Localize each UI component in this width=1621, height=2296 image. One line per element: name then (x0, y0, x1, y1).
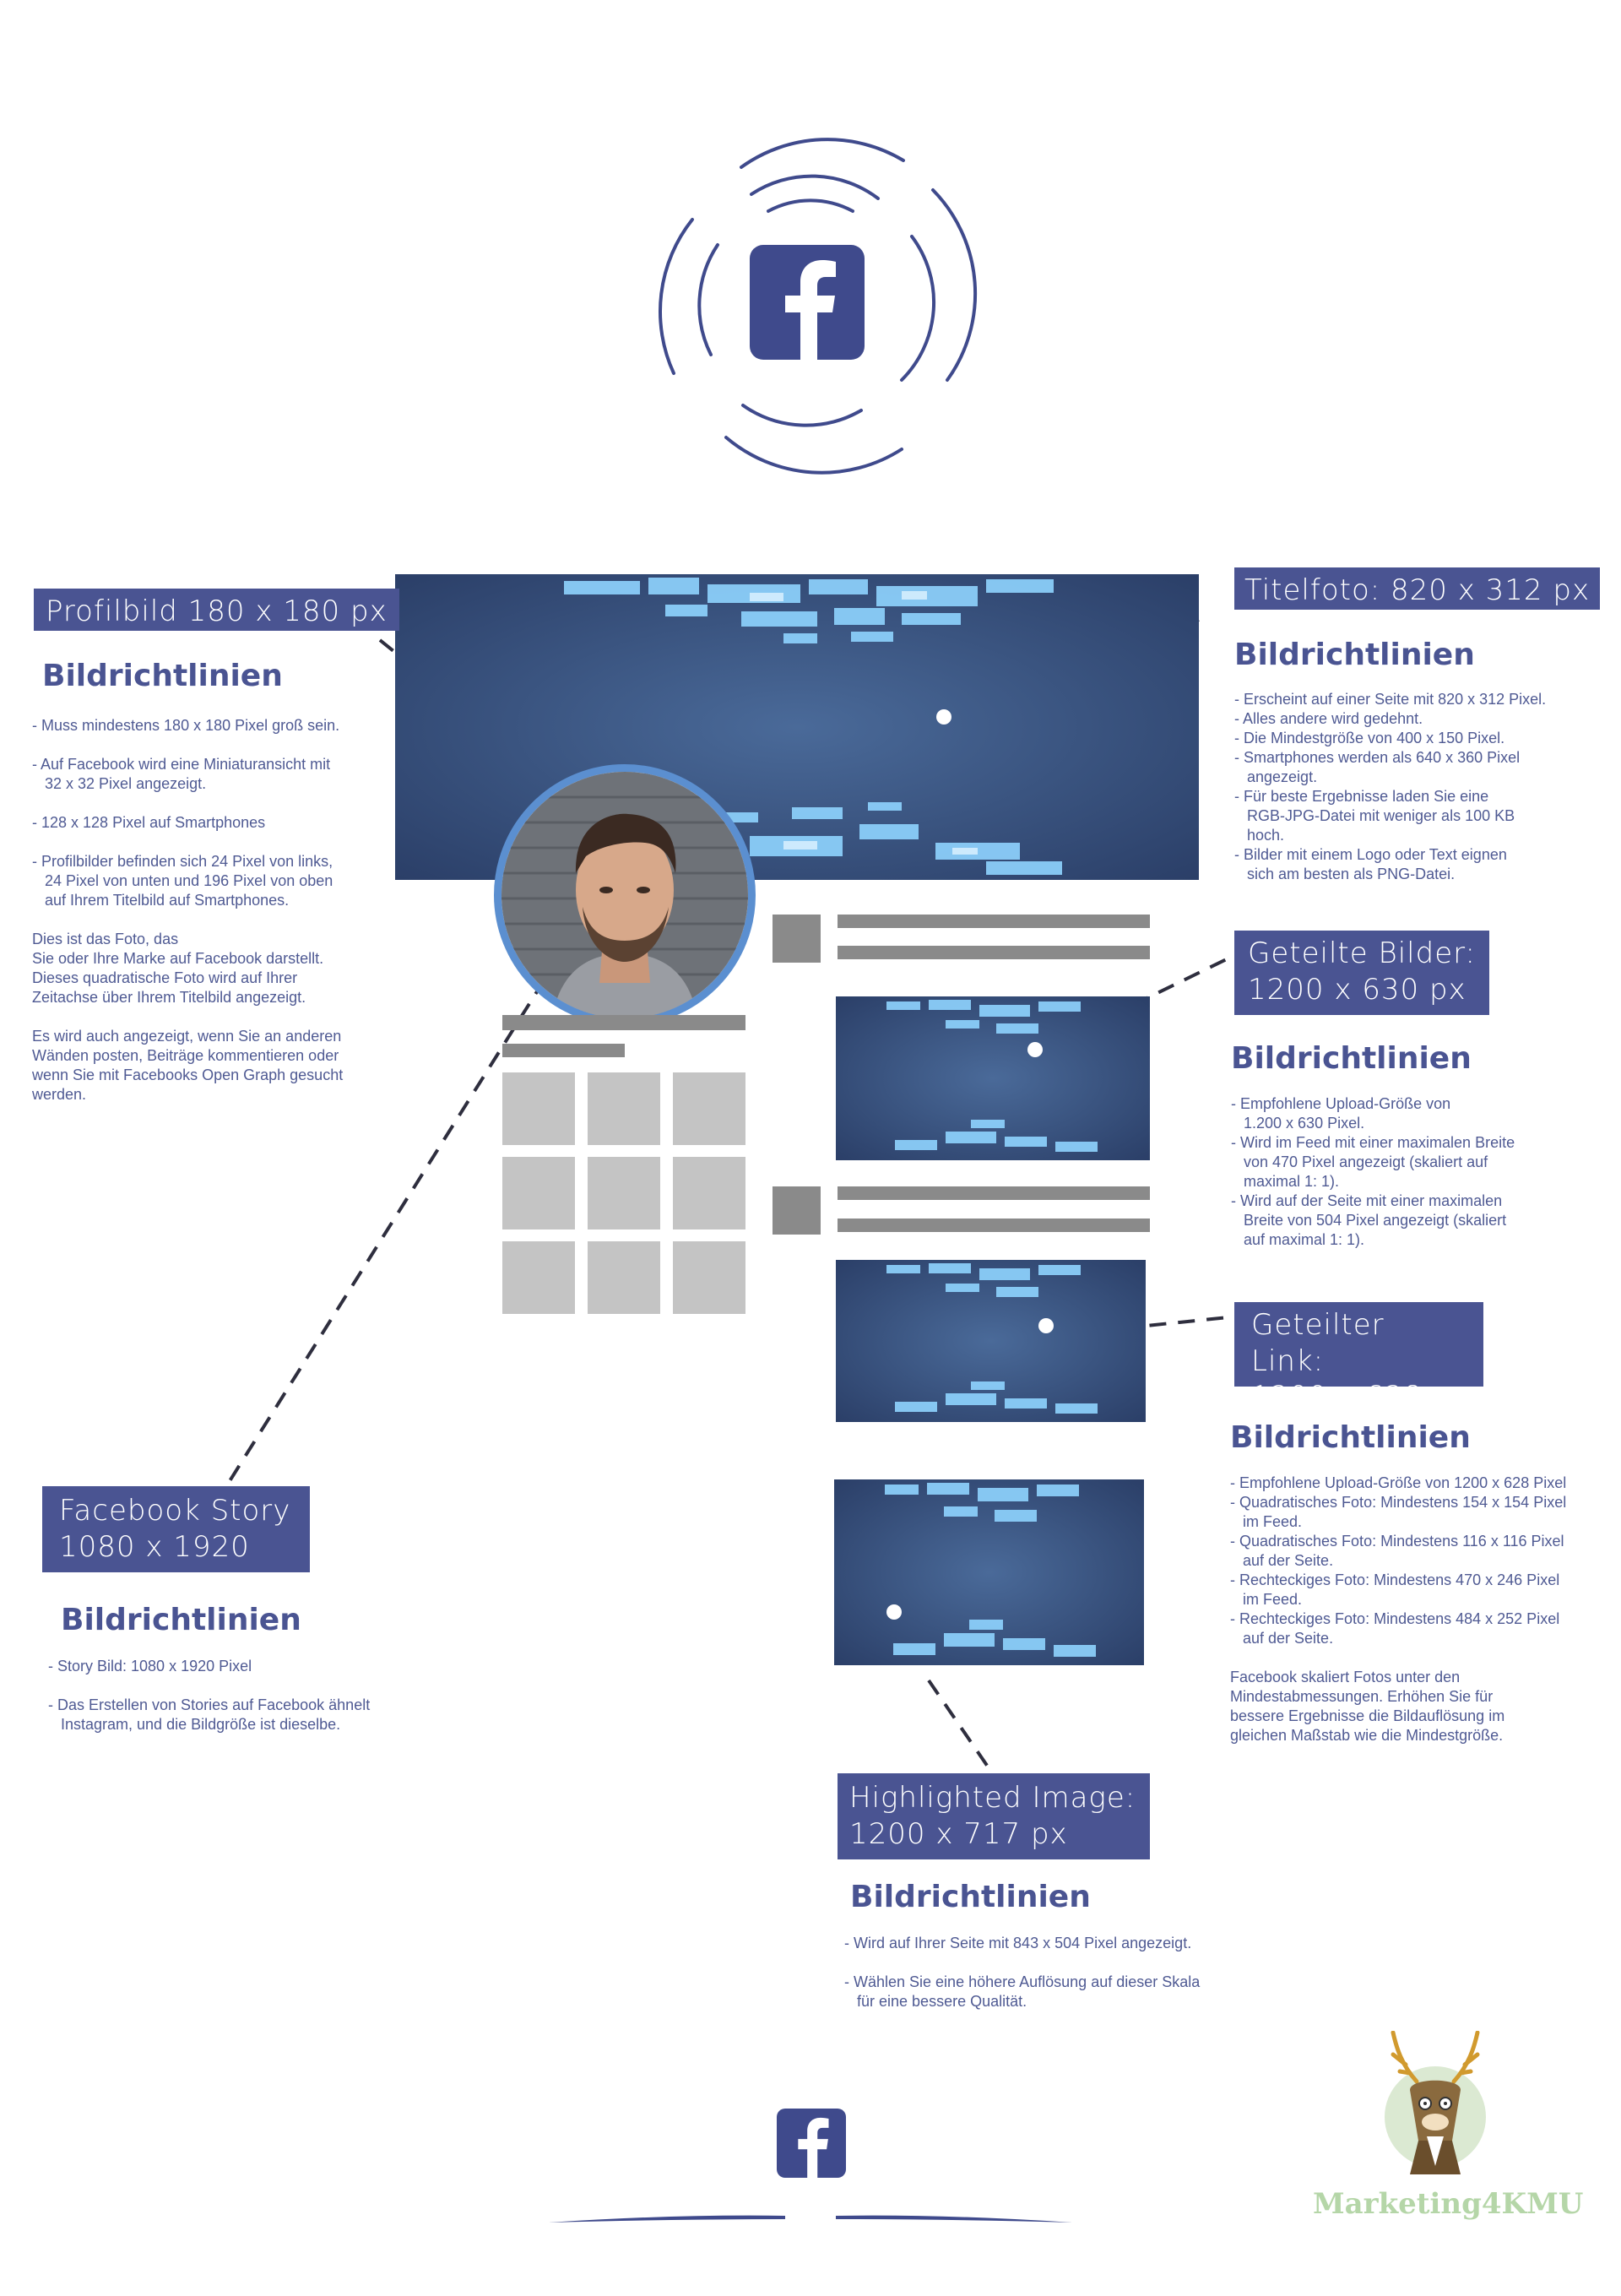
profile-guidelines (32, 716, 343, 1105)
guideline-line: 32 x 32 Pixel angezeigt. (32, 775, 207, 792)
guideline-line: auf Ihrem Titelbild auf Smartphones. (32, 892, 290, 909)
highlighted-heading: Bildrichtlinien (850, 1880, 1091, 1914)
guideline-line: maximal 1: 1). (1231, 1173, 1340, 1190)
photo-grid-tile (502, 1157, 575, 1229)
shared-images-heading: Bildrichtlinien (1231, 1041, 1472, 1076)
facebook-footer-icon (777, 2109, 846, 2178)
story-heading: Bildrichtlinien (61, 1603, 301, 1637)
guideline-line: - Wählen Sie eine höhere Auflösung auf dieser Skala (844, 1973, 1201, 1990)
guideline-line (32, 735, 343, 755)
highlighted-guidelines (844, 1934, 1200, 2011)
guideline-line (32, 910, 343, 930)
guideline-line: 1.200 x 630 Pixel. (1231, 1115, 1365, 1132)
guideline-line: Mindestabmessungen. Erhöhen Sie für (1230, 1688, 1494, 1705)
guideline-line: - Wird im Feed mit einer maximalen Breite (1231, 1134, 1515, 1151)
photo-grid-tile (588, 1072, 660, 1145)
guideline-line: - Profilbilder befinden sich 24 Pixel von links, (32, 853, 333, 870)
shared-images-size-tag: Geteilte Bilder: 1200 x 630 px (1234, 931, 1489, 1015)
shared-link-thumbnail (836, 1260, 1146, 1422)
guideline-line: Breite von 504 Pixel angezeigt (skaliert (1231, 1212, 1507, 1229)
guideline-line: - Alles andere wird gedehnt. (1234, 710, 1423, 727)
guideline-line: werden. (32, 1086, 87, 1103)
guideline-line (32, 833, 343, 852)
shared-link-heading: Bildrichtlinien (1230, 1420, 1471, 1455)
guideline-line: im Feed. (1230, 1513, 1303, 1530)
deer-mascot-icon (1385, 2031, 1486, 2183)
shared-link-marker-dot (1038, 1318, 1054, 1333)
guideline-line: bessere Ergebnisse die Bildauflösung im (1230, 1707, 1505, 1724)
guideline-line: sich am besten als PNG-Datei. (1234, 866, 1456, 882)
cover-guidelines (1234, 690, 1546, 884)
cover-marker-dot (936, 709, 951, 725)
story-size-tag: Facebook Story 1080 x 1920 px (42, 1486, 310, 1572)
guideline-line: gleichen Maßstab wie die Mindestgröße. (1230, 1727, 1504, 1744)
highlighted-image-thumbnail (834, 1479, 1144, 1665)
post-avatar (773, 1186, 821, 1235)
guideline-line: - Story Bild: 1080 x 1920 Pixel (48, 1658, 252, 1675)
guideline-line: Zeitachse über Ihrem Titelbild angezeigt. (32, 989, 306, 1006)
guideline-line (32, 794, 343, 813)
profile-name-bar (502, 1015, 745, 1030)
profile-heading: Bildrichtlinien (42, 659, 283, 693)
shared-image-thumbnail (836, 996, 1150, 1160)
guideline-line: auf der Seite. (1230, 1552, 1334, 1569)
photo-grid-tile (673, 1072, 745, 1145)
guideline-line (844, 1953, 1200, 1973)
guideline-line: 24 Pixel von unten und 196 Pixel von oben (32, 872, 333, 889)
shared-images-guidelines (1231, 1094, 1515, 1250)
guideline-line: - Empfohlene Upload-Größe von 1200 x 628 Pixel (1230, 1474, 1567, 1491)
guideline-line: auf maximal 1: 1). (1231, 1231, 1365, 1248)
guideline-line: - Auf Facebook wird eine Miniaturansicht mit (32, 756, 331, 773)
guideline-line: - Für beste Ergebnisse laden Sie eine (1234, 788, 1489, 805)
cover-heading: Bildrichtlinien (1234, 638, 1475, 672)
guideline-line: - Wird auf Ihrer Seite mit 843 x 504 Pixel angezeigt. (844, 1935, 1192, 1951)
guideline-line (1230, 1648, 1566, 1668)
guideline-line: - Das Erstellen von Stories auf Facebook ähnelt (48, 1696, 371, 1713)
photo-grid-tile (502, 1072, 575, 1145)
guideline-line: von 470 Pixel angezeigt (skaliert auf (1231, 1153, 1488, 1170)
guideline-line: - Rechteckiges Foto: Mindestens 484 x 252 Pixel (1230, 1610, 1560, 1627)
story-guidelines (48, 1657, 370, 1734)
guideline-line: Sie oder Ihre Marke auf Facebook darstellt. (32, 950, 324, 967)
guideline-line: Dies ist das Foto, das (32, 931, 179, 947)
guideline-line: - Bilder mit einem Logo oder Text eignen (1234, 846, 1507, 863)
post-header-bar (838, 1219, 1150, 1232)
brand-wordmark: Marketing4KMU (1313, 2187, 1584, 2221)
guideline-line: Wänden posten, Beiträge kommentieren oder (32, 1047, 339, 1064)
guideline-line: - Die Mindestgröße von 400 x 150 Pixel. (1234, 730, 1505, 746)
guideline-line: - Smartphones werden als 640 x 360 Pixel (1234, 749, 1521, 766)
photo-grid-tile (588, 1157, 660, 1229)
guideline-line: Es wird auch angezeigt, wenn Sie an anderen (32, 1028, 342, 1045)
post-avatar (773, 915, 821, 963)
photo-grid-tile (673, 1157, 745, 1229)
guideline-line: für eine bessere Qualität. (844, 1993, 1027, 2010)
photo-grid-tile (673, 1241, 745, 1314)
profile-photo (494, 764, 756, 1026)
post-header-bar (838, 1186, 1150, 1200)
footer-divider (549, 2211, 1072, 2224)
highlighted-size-tag: Highlighted Image: 1200 x 717 px (838, 1773, 1150, 1859)
guideline-line: - Quadratisches Foto: Mindestens 154 x 154 Pixel (1230, 1494, 1567, 1511)
post-header-bar (838, 946, 1150, 959)
guideline-line: - Erscheint auf einer Seite mit 820 x 312 Pixel. (1234, 691, 1547, 708)
guideline-line (32, 1007, 343, 1027)
guideline-line: - 128 x 128 Pixel auf Smartphones (32, 814, 266, 831)
guideline-line: - Empfohlene Upload-Größe von (1231, 1095, 1451, 1112)
guideline-line: Instagram, und die Bildgröße ist dieselbe. (48, 1716, 341, 1733)
cover-size-tag: Titelfoto: 820 x 312 px (1234, 567, 1600, 610)
guideline-line: angezeigt. (1234, 768, 1318, 785)
profile-subtitle-bar (502, 1044, 625, 1057)
guideline-line: auf der Seite. (1230, 1630, 1334, 1647)
shared-link-size-tag: Geteilter Link: 1200 x 628px (1234, 1302, 1483, 1387)
guideline-line: Dieses quadratische Foto wird auf Ihrer (32, 969, 298, 986)
guideline-line: hoch. (1234, 827, 1285, 844)
guideline-line: wenn Sie mit Facebooks Open Graph gesucht (32, 1067, 344, 1083)
profile-size-tag: Profilbild 180 x 180 px (34, 589, 399, 631)
photo-grid-tile (502, 1241, 575, 1314)
guideline-line: RGB-JPG-Datei mit weniger als 100 KB (1234, 807, 1515, 824)
highlighted-image-marker-dot (886, 1604, 902, 1620)
shared-image-marker-dot (1027, 1042, 1043, 1057)
guideline-line: - Rechteckiges Foto: Mindestens 470 x 246 Pixel (1230, 1571, 1560, 1588)
guideline-line: - Wird auf der Seite mit einer maximalen (1231, 1192, 1503, 1209)
photo-grid-tile (588, 1241, 660, 1314)
guideline-line: Facebook skaliert Fotos unter den (1230, 1669, 1461, 1685)
guideline-line: - Quadratisches Foto: Mindestens 116 x 116 Pixel (1230, 1533, 1564, 1550)
guideline-line (48, 1676, 370, 1696)
shared-link-guidelines (1230, 1474, 1566, 1745)
guideline-line: - Muss mindestens 180 x 180 Pixel groß sein. (32, 717, 340, 734)
post-header-bar (838, 915, 1150, 928)
guideline-line: im Feed. (1230, 1591, 1303, 1608)
